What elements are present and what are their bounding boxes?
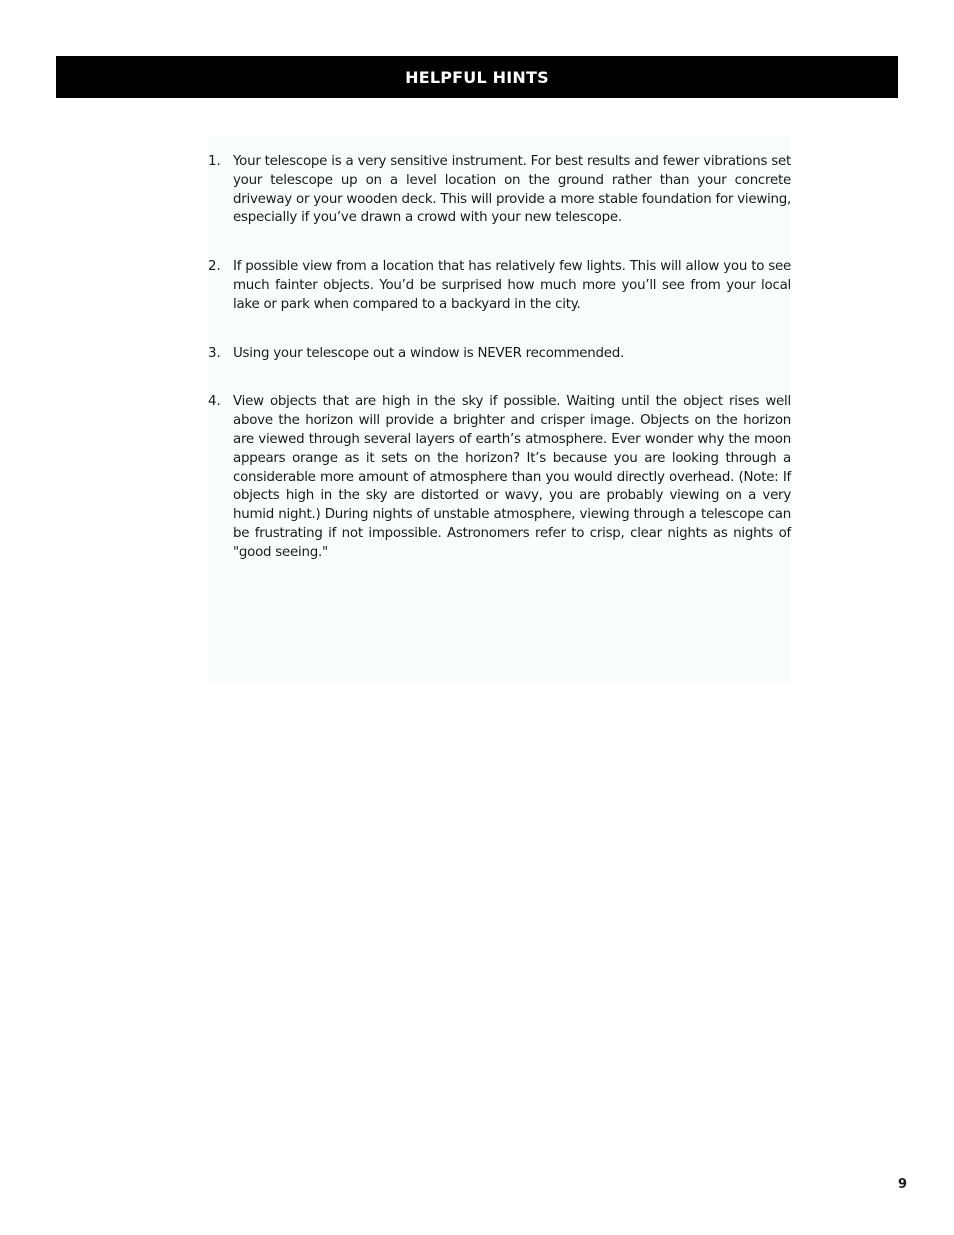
section-title: HELPFUL HINTS	[405, 67, 549, 87]
hint-number: 1.	[208, 154, 221, 169]
page-number: 9	[897, 1177, 907, 1192]
hint-item	[208, 258, 791, 314]
hint-number: 2.	[208, 259, 221, 275]
hint-text: If possible view from a location that has relatively few lights. This will allow you to see much fainter objects. You’d be surprised how much more you’ll see from your local lake or park when compared to a backyard in the city.	[233, 259, 791, 312]
hint-item	[208, 153, 791, 228]
hint-text: Your telescope is a very sensitive instrument. For best results and fewer vibrations set your telescope up on a level location on the ground rather than your concrete driveway or your wooden deck. This will provide a more stable foundation for viewing, especially if you’ve drawn a crowd with your new telescope.	[233, 154, 791, 226]
hint-number: 4.	[208, 394, 221, 410]
hint-number: 3.	[208, 345, 221, 361]
hint-text: Using your telescope out a window is NEVER recommended.	[233, 345, 624, 361]
hint-text: View objects that are high in the sky if possible. Waiting until the object rises well above the horizon will provide a brighter and crisper image. Objects on the horizon are viewed through several layers of earth’s atmosphere. Ever wonder why the moon appears orange as it sets on the horizon? It’s because you are looking through a considerable more amount of atmosphere than you would directly overhead. (Note: If objects high in the sky are distorted or wavy, you are probably viewing on a very humid night.) During nights of unstable atmosphere, viewing through a telescope can be frustrating if not impossible. Astronomers refer to crisp, clear nights as nights of "good seeing."	[233, 394, 791, 560]
hint-item	[208, 345, 791, 364]
hints-list	[208, 153, 791, 593]
section-header-bar	[56, 56, 898, 98]
hint-item	[208, 393, 791, 562]
